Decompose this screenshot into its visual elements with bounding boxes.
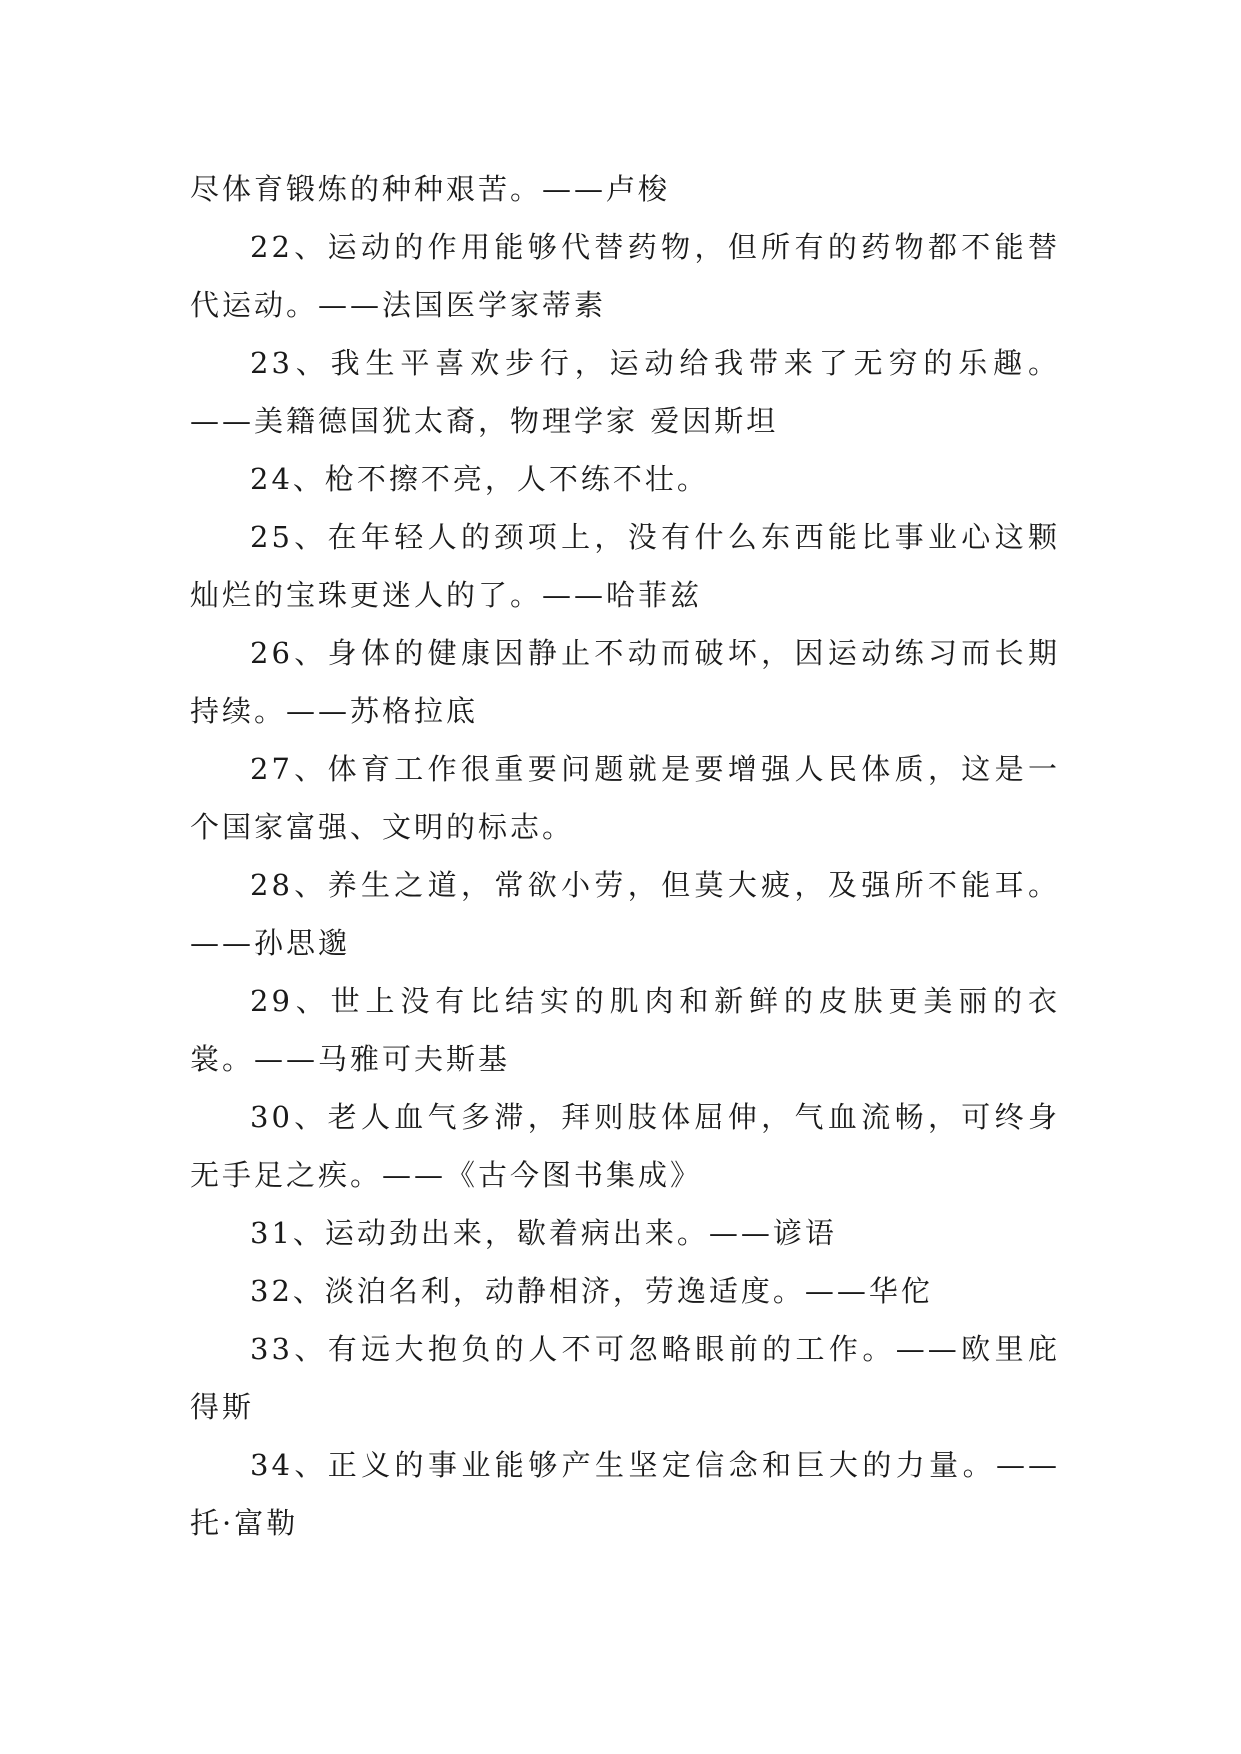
quote-34: 34、正义的事业能够产生坚定信念和巨大的力量。——托·富勒: [190, 1448, 1060, 1540]
quote-25: 25、在年轻人的颈项上，没有什么东西能比事业心这颗灿烂的宝珠更迷人的了。——哈菲兹: [190, 520, 1060, 612]
quote-24: 24、枪不擦不亮，人不练不壮。: [250, 462, 709, 496]
quote-27: 27、体育工作很重要问题就是要增强人民体质，这是一个国家富强、文明的标志。: [190, 752, 1060, 844]
quote-26: 26、身体的健康因静止不动而破坏，因运动练习而长期持续。——苏格拉底: [190, 636, 1060, 728]
quote-31: 31、运动劲出来，歇着病出来。——谚语: [250, 1216, 837, 1250]
quote-32: 32、淡泊名利，动静相济，劳逸适度。——华佗: [250, 1274, 933, 1308]
paragraph-continuation: 尽体育锻炼的种种艰苦。——卢梭: [190, 172, 671, 206]
quote-28: 28、养生之道，常欲小劳，但莫大疲，及强所不能耳。——孙思邈: [190, 868, 1060, 960]
quote-33: 33、有远大抱负的人不可忽略眼前的工作。——欧里庇得斯: [190, 1332, 1060, 1424]
document-page: [190, 160, 1060, 1552]
quote-29: 29、世上没有比结实的肌肉和新鲜的皮肤更美丽的衣裳。——马雅可夫斯基: [190, 984, 1060, 1076]
quote-30: 30、老人血气多滞，拜则肢体屈伸，气血流畅，可终身无手足之疾。——《古今图书集成》: [190, 1100, 1060, 1192]
quote-23: 23、我生平喜欢步行，运动给我带来了无穷的乐趣。——美籍德国犹太裔，物理学家 爱因斯坦: [190, 346, 1060, 438]
quote-22: 22、运动的作用能够代替药物，但所有的药物都不能替代运动。——法国医学家蒂素: [190, 230, 1060, 322]
